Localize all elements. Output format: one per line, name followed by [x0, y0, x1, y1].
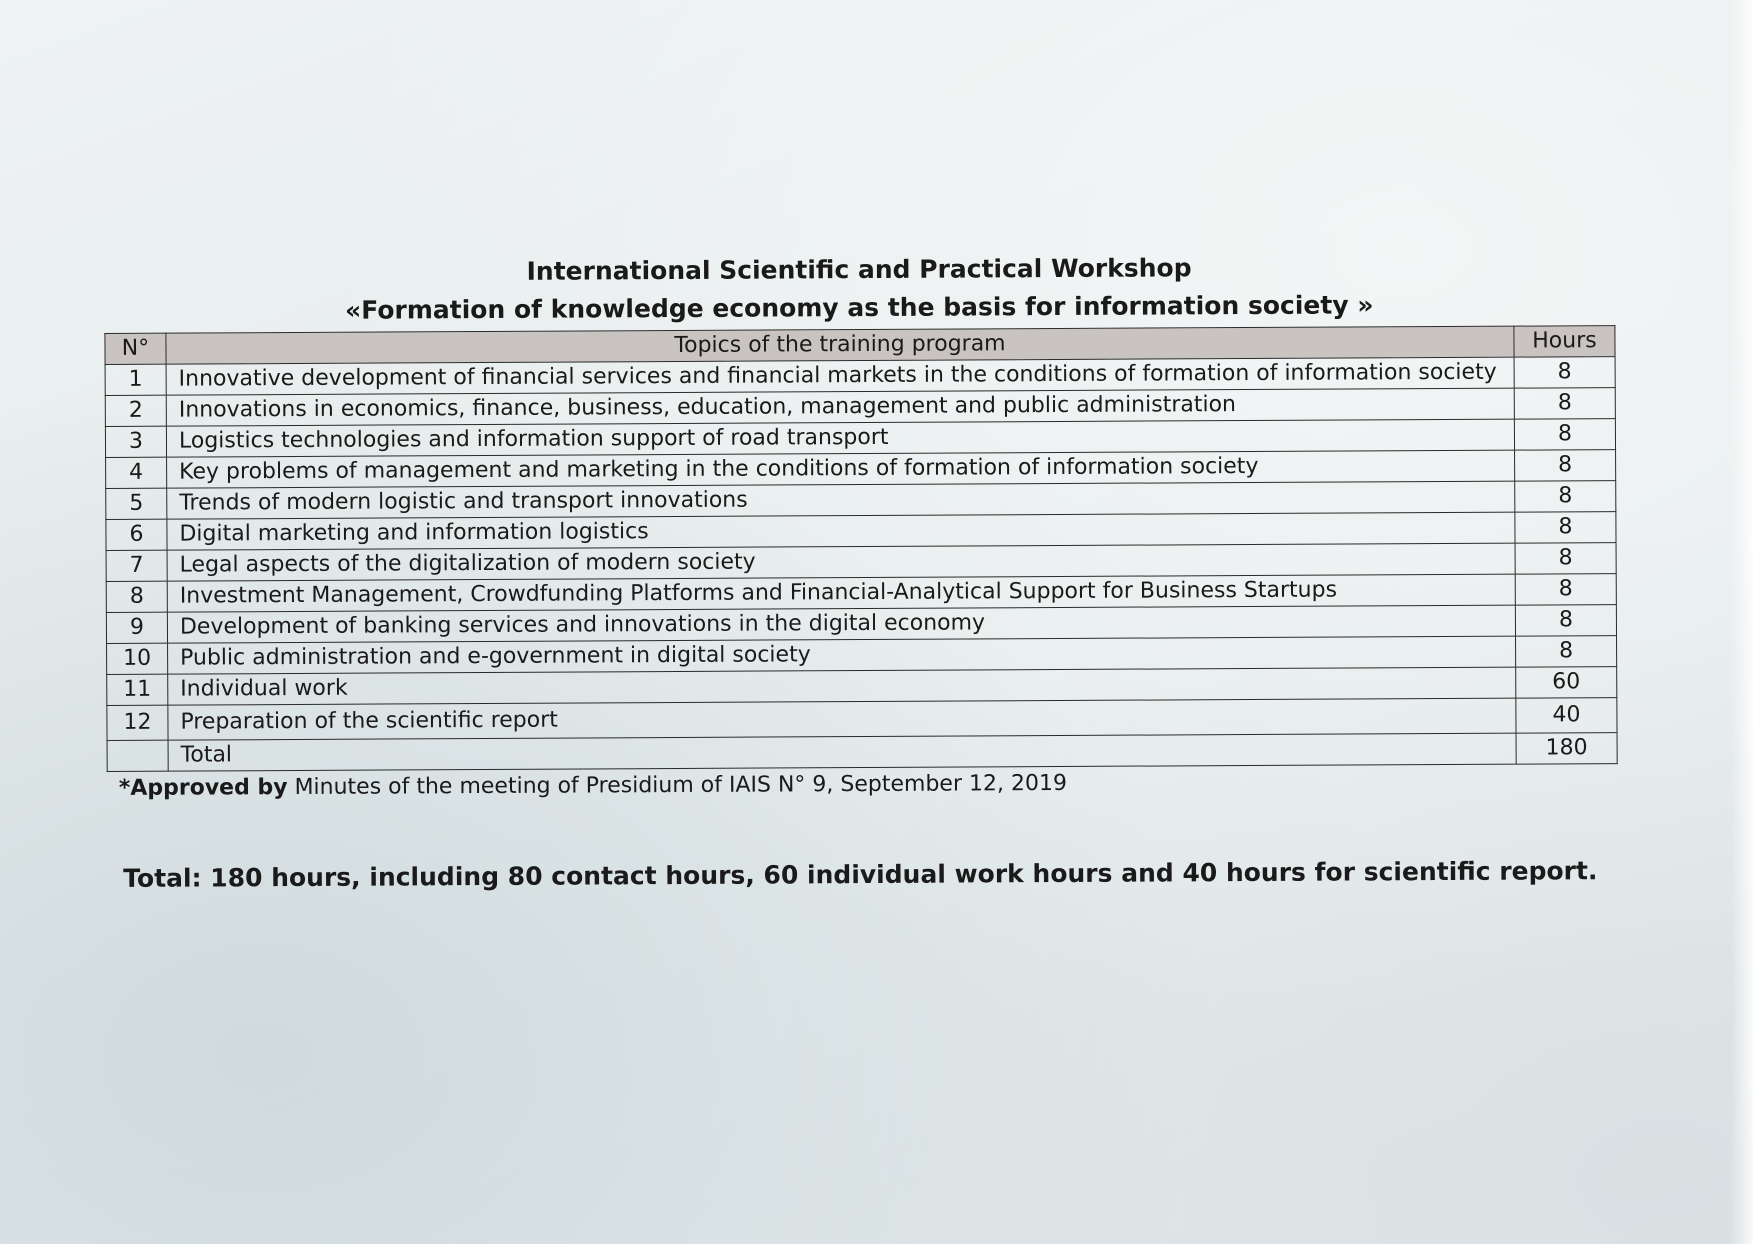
row-topic: Digital marketing and information logistics	[167, 512, 1515, 550]
column-header-topics: Topics of the training program	[166, 326, 1514, 364]
total-hours: 180	[1516, 733, 1617, 765]
document-subtitle: «Formation of knowledge economy as the basis for information society »	[345, 290, 1374, 325]
row-topic: Innovations in economics, finance, business, education, management and public administration	[166, 388, 1514, 426]
row-hours: 8	[1515, 605, 1616, 637]
row-number: 12	[107, 705, 168, 740]
row-topic: Key problems of management and marketing in the conditions of formation of information society	[167, 450, 1515, 488]
row-hours: 8	[1515, 543, 1616, 575]
row-number: 11	[107, 674, 168, 705]
row-hours: 40	[1516, 698, 1617, 734]
row-number: 2	[105, 395, 166, 426]
row-topic: Investment Management, Crowdfunding Platforms and Financial-Analytical Support for Business Startups	[167, 574, 1515, 612]
paper-edge-highlight	[1731, 0, 1753, 1244]
row-topic: Public administration and e-government in digital society	[168, 636, 1516, 674]
approval-note-bold: *Approved by	[118, 775, 288, 801]
row-hours: 8	[1514, 357, 1615, 389]
row-number: 9	[106, 612, 167, 643]
row-hours: 8	[1516, 636, 1617, 668]
row-topic: Development of banking services and innovations in the digital economy	[167, 605, 1515, 643]
column-header-hours: Hours	[1514, 326, 1615, 358]
row-hours: 8	[1514, 419, 1615, 451]
approval-note	[107, 766, 1617, 804]
row-topic: Logistics technologies and information support of road transport	[166, 419, 1514, 457]
row-topic: Trends of modern logistic and transport innovations	[167, 481, 1515, 519]
total-number	[107, 740, 168, 771]
hours-summary	[107, 854, 1617, 896]
table-total-row	[107, 733, 1617, 772]
document-page	[104, 247, 1617, 896]
total-label: Total	[168, 733, 1516, 771]
row-topic: Legal aspects of the digitalization of modern society	[167, 543, 1515, 581]
row-number: 1	[105, 364, 166, 395]
document-title: International Scientific and Practical Workshop	[526, 253, 1192, 286]
row-topic: Innovative development of financial services and financial markets in the conditions of formation of information society	[166, 357, 1514, 395]
row-number: 7	[106, 550, 167, 581]
row-hours: 8	[1515, 450, 1616, 482]
row-number: 5	[106, 488, 167, 519]
row-hours: 8	[1515, 481, 1616, 513]
row-number: 8	[106, 581, 167, 612]
row-number: 10	[107, 643, 168, 674]
row-number: 3	[105, 426, 166, 457]
row-hours: 8	[1514, 388, 1615, 420]
column-header-number: N°	[105, 333, 166, 364]
row-topic: Preparation of the scientific report	[168, 698, 1516, 740]
row-hours: 60	[1516, 667, 1617, 699]
row-hours: 8	[1515, 512, 1616, 544]
row-topic: Individual work	[168, 667, 1516, 705]
row-number: 6	[106, 519, 167, 550]
hours-summary-part1: Total: 180 hours, including	[123, 861, 508, 893]
training-program-table	[104, 325, 1617, 772]
row-number: 4	[106, 457, 167, 488]
hours-summary-part2: 80 contact hours, 60 individual work hours and 40 hours for scientific report.	[507, 856, 1598, 891]
row-hours: 8	[1515, 574, 1616, 606]
approval-note-text: Minutes of the meeting of Presidium of IAIS N° 9, September 12, 2019	[287, 770, 1068, 801]
